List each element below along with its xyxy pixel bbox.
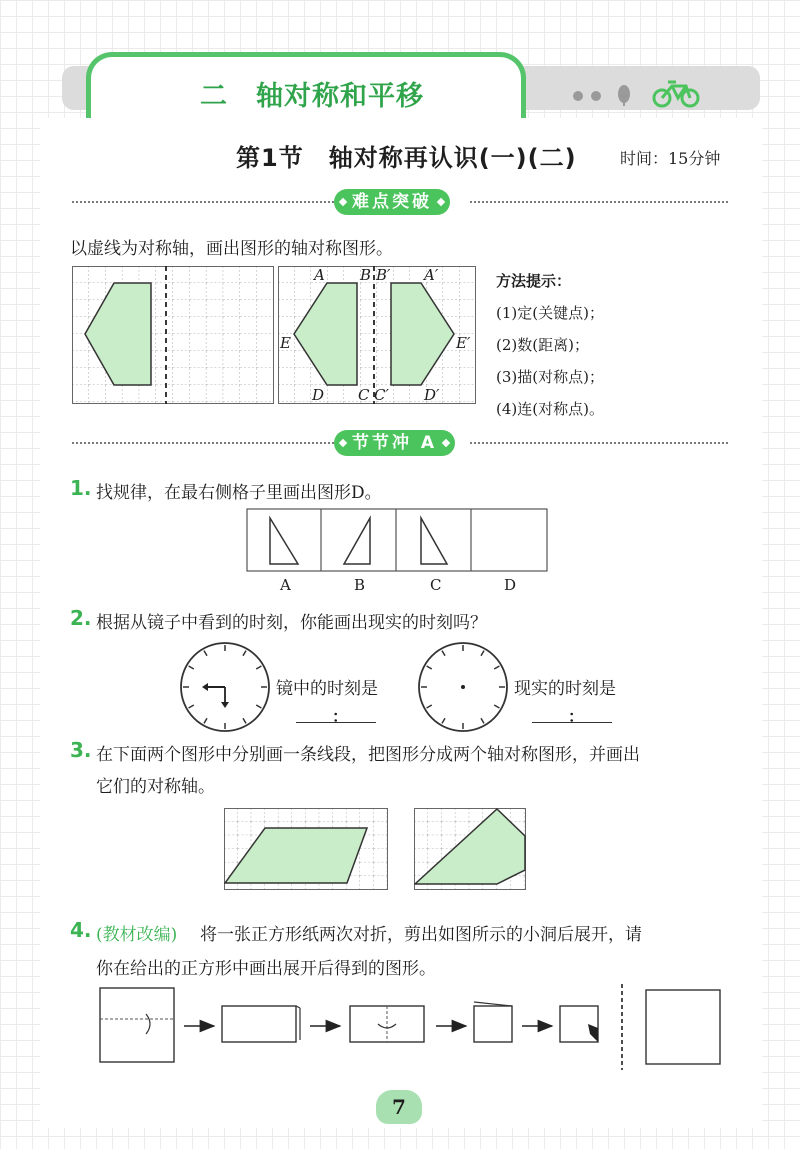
q1-pattern-boxes <box>246 508 548 572</box>
intro-grid-left <box>72 266 274 404</box>
cut-square <box>560 1006 598 1042</box>
time-colon: ： <box>332 707 349 726</box>
point-label: C′ <box>374 386 389 404</box>
q1-label: B <box>354 576 366 594</box>
point-label: A′ <box>424 266 439 284</box>
question-number: 1. <box>70 476 92 500</box>
chapter-title: 二 轴对称和平移 <box>200 81 424 112</box>
q3-grid-parallelogram[interactable] <box>224 808 388 890</box>
tips-title: 方法提示： <box>496 272 572 290</box>
section-title: 第1节 轴对称再认识(一)(二) <box>236 144 577 172</box>
q2-text: 根据从镜子中看到的时刻，你能画出现实的时刻吗？ <box>96 613 487 633</box>
divider <box>72 201 334 203</box>
tip-item: (1)定(关键点)； <box>496 304 604 322</box>
point-label: E <box>280 334 291 352</box>
point-label: E′ <box>456 334 471 352</box>
tree-icon <box>591 91 601 101</box>
time-limit: 时间：15分钟 <box>620 149 721 168</box>
q1-label: A <box>280 576 291 594</box>
badge-difficulty: 难点突破 <box>334 189 450 215</box>
intro-instruction: 以虚线为对称轴，画出图形的轴对称图形。 <box>70 239 393 259</box>
question-number: 4. <box>70 918 92 942</box>
paper-square <box>100 988 174 1062</box>
badge-practice: 节节冲 A <box>334 430 455 456</box>
q1-text: 找规律，在最右侧格子里画出图形D。 <box>96 483 382 503</box>
q4-tag: (教材改编) <box>96 925 178 945</box>
clock-center <box>461 685 465 689</box>
folded-square <box>474 1006 512 1042</box>
tree-icon <box>573 91 583 101</box>
question-number: 2. <box>70 606 92 630</box>
q4-text-line1: 将一张正方形纸两次对折，剪出如图所示的小洞后展开，请 <box>200 925 642 945</box>
question-number: 3. <box>70 738 92 762</box>
real-clock[interactable] <box>416 640 510 734</box>
folded-rectangle <box>222 1006 296 1042</box>
tip-item: (2)数(距离)； <box>496 336 589 354</box>
answer-square[interactable] <box>646 990 720 1064</box>
point-label: B′ <box>376 266 391 284</box>
mirror-clock <box>178 640 272 734</box>
q3-grid-trapezoid[interactable] <box>414 808 526 890</box>
intro-grid-right <box>278 266 476 404</box>
point-label: B <box>360 266 372 284</box>
q1-label: C <box>430 576 442 594</box>
real-time-label: 现实的时刻是 <box>514 679 616 699</box>
time-colon: ： <box>568 707 585 726</box>
divider <box>470 201 728 203</box>
tip-item: (4)连(对称点)。 <box>496 400 604 418</box>
point-label: D <box>312 386 325 404</box>
divider <box>470 442 728 444</box>
q1-label: D <box>504 576 517 594</box>
point-label: D′ <box>424 386 440 404</box>
mirror-time-label: 镜中的时刻是 <box>276 679 378 699</box>
bicycle-decoration <box>570 76 710 110</box>
q3-text-line2: 它们的对称轴。 <box>96 777 215 797</box>
point-label: A <box>314 266 325 284</box>
q4-text-line2: 你在给出的正方形中画出展开后得到的图形。 <box>96 959 436 979</box>
q3-text-line1: 在下面两个图形中分别画一条线段，把图形分成两个轴对称图形，并画出 <box>96 745 640 765</box>
tip-item: (3)描(对称点)； <box>496 368 604 386</box>
divider <box>72 442 334 444</box>
point-label: C <box>358 386 370 404</box>
bicycle-icon <box>654 82 698 106</box>
q4-folding-steps <box>96 984 732 1070</box>
page-number: 7 <box>376 1090 422 1124</box>
